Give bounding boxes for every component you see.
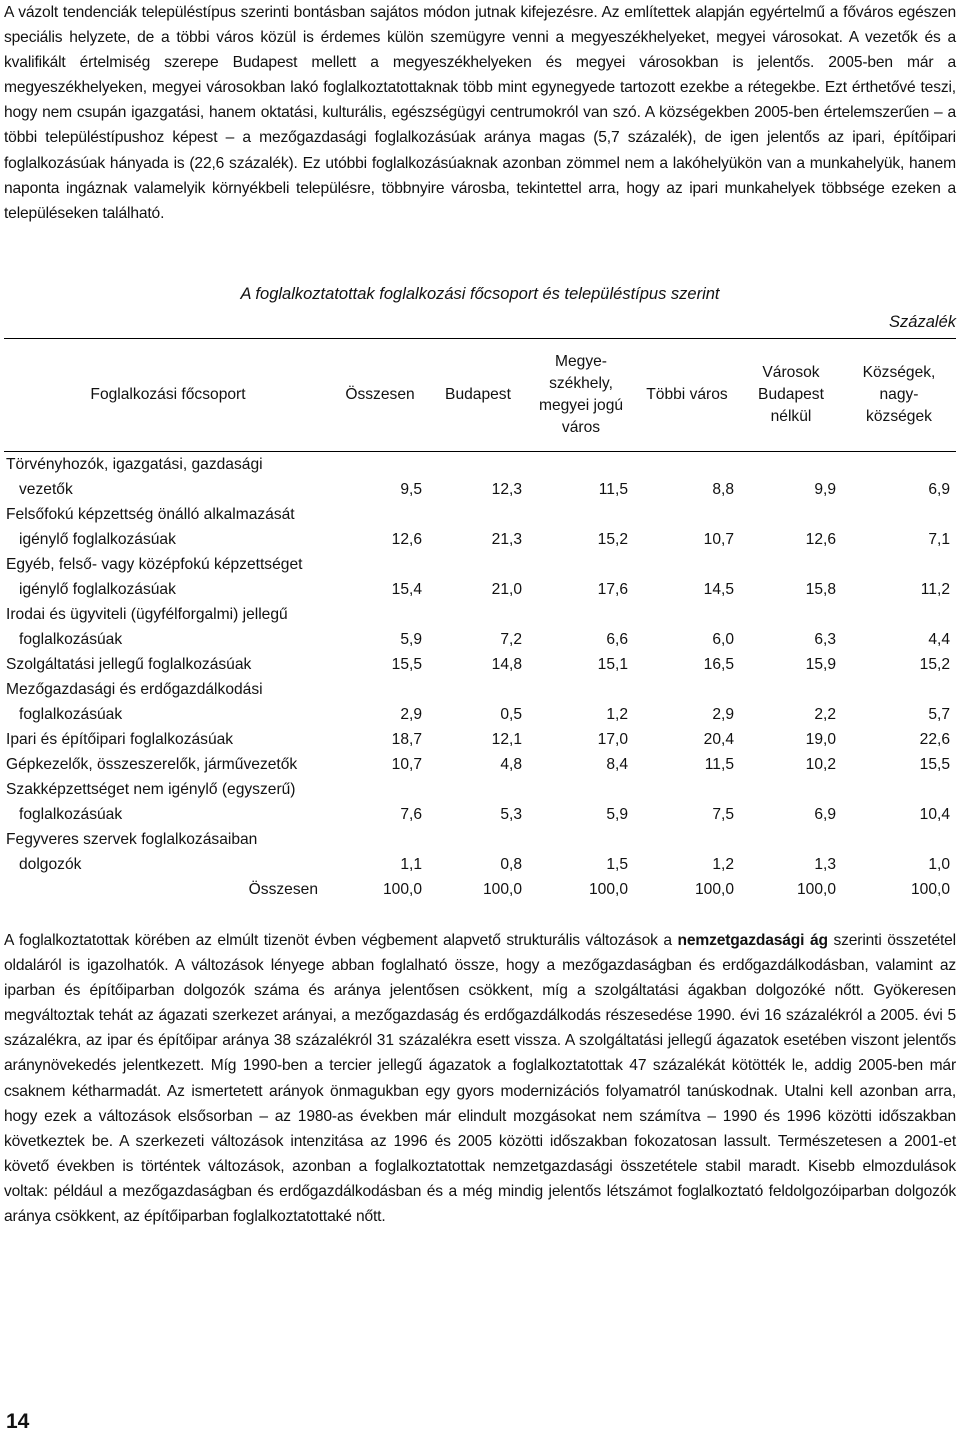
table-cell-value: 1,2: [712, 856, 734, 873]
column-header-5: Városok Budapest nélkül: [740, 339, 842, 452]
table-cell-value: 1,1: [400, 856, 422, 873]
table-cell-value: 0,8: [500, 856, 522, 873]
table-header-row: [4, 339, 956, 452]
column-header-3: Megye- székhely, megyei jogú város: [528, 339, 634, 452]
table-row: [4, 752, 956, 777]
table-cell-value: 4,4: [928, 631, 950, 648]
column-header-2: Budapest: [428, 339, 528, 452]
table-cell-value: 2,9: [400, 706, 422, 723]
table-row: [4, 652, 956, 677]
table-cell-value: 6,6: [606, 631, 628, 648]
table-cell-value: 1,2: [606, 706, 628, 723]
table-cell-value: 9,9: [814, 481, 836, 498]
row-category-label: [4, 677, 332, 727]
table-cell-value: 15,9: [805, 656, 836, 673]
row-label-continuation: igénylő foglalkozásúak: [19, 581, 176, 598]
table-caption: A foglalkoztatottak foglalkozási főcsoport és településtípus szerint: [240, 285, 720, 303]
bold-term-national-economy-sector: nemzetgazdasági ág: [677, 932, 828, 949]
body-paragraph-sectors: [4, 928, 956, 1229]
table-cell-value: 5,9: [606, 806, 628, 823]
table-cell-value: 18,7: [391, 731, 422, 748]
table-cell-value: 15,8: [805, 581, 836, 598]
row-label-line: Gépkezelők, összeszerelők, járművezetők: [6, 756, 298, 773]
table-cell-value: 10,4: [919, 806, 950, 823]
row-label-line: Ipari és építőipari foglalkozásúak: [6, 731, 234, 748]
row-label-line: Egyéb, felső- vagy középfokú képzettséget: [6, 556, 303, 573]
table-row: [4, 677, 956, 727]
row-label-line: Szolgáltatási jellegű foglalkozásúak: [6, 656, 252, 673]
total-label: Összesen: [248, 881, 318, 898]
row-label-line: Irodai és ügyviteli (ügyfélforgalmi) jellegű: [6, 606, 288, 623]
table-cell-value: 14,5: [703, 581, 734, 598]
table-cell-value: 9,5: [400, 481, 422, 498]
page-number: 14: [6, 1410, 30, 1433]
table-cell-value: 17,6: [597, 581, 628, 598]
table-cell-value: 21,0: [491, 581, 522, 598]
table-row: [4, 827, 956, 877]
table-cell-value: 20,4: [703, 731, 734, 748]
table-cell-value: 7,2: [500, 631, 522, 648]
column-header-6: Községek, nagy- községek: [842, 339, 956, 452]
table-cell-value: 11,2: [920, 581, 950, 598]
table-cell-value: 16,5: [703, 656, 734, 673]
table-cell-value: 6,9: [928, 481, 950, 498]
row-label-line: Mezőgazdasági és erdőgazdálkodási: [6, 681, 263, 698]
table-cell-value: 15,2: [919, 656, 950, 673]
row-label-line: Törvényhozók, igazgatási, gazdasági: [6, 456, 263, 473]
occupation-table: [4, 338, 956, 902]
row-category-label: [4, 552, 332, 602]
column-header-4: Többi város: [634, 339, 740, 452]
total-cell-value: 100,0: [588, 881, 628, 898]
row-label-continuation: foglalkozásúak: [19, 631, 123, 648]
table-cell-value: 14,8: [491, 656, 522, 673]
table-cell-value: 1,0: [928, 856, 950, 873]
table-cell-value: 5,3: [500, 806, 522, 823]
table-cell-value: 12,6: [805, 531, 836, 548]
total-cell-value: 100,0: [796, 881, 836, 898]
table-cell-value: 8,4: [606, 756, 628, 773]
table-cell-value: 6,0: [712, 631, 734, 648]
table-cell-value: 21,3: [491, 531, 522, 548]
row-category-label: [4, 752, 332, 777]
total-cell-value: 100,0: [482, 881, 522, 898]
row-category-label: [4, 652, 332, 677]
table-cell-value: 7,5: [712, 806, 734, 823]
total-cell-value: 100,0: [910, 881, 950, 898]
row-category-label: [4, 827, 332, 877]
table-body: [4, 452, 956, 903]
table-cell-value: 17,0: [597, 731, 628, 748]
paragraph-text-rest: szerinti összetétel oldaláról is igazolhatók. A változások lényege abban foglalható össze, hogy a mezőgazdaságban és erdőgazdálkodásban, valamint az iparban és építőiparban dolgozók száma és aránya jelentősen csökkent, míg a szolgáltatási ágakban dolgozóké nőtt. Gyökeresen megváltoztak tehát az ágazati szerkezet arányai, a mezőgazdaság és erdőgazdálkodás részesedése 1990. évi 16 százalékról a 2005. évi 5 százalékra, az ipar és építőipar aránya 38 százalékról 31 százalékra esett vissza. A szolgáltatási jellegű ágazatok esetében viszont jelentős aránynövekedés jelentkezett. Míg 1990-ben a tercier jellegű ágazatok a foglalkoztatottak 47 százalékát kötötték le, addig 2005-ben már csaknem kétharmadát. Az ismertetett arányok önmagukban egy gyors modernizációs folyamatról tanúskodnak. Utalni kell azonban arra, hogy ezek a változások elsősorban – az 1980-as években már elindult mozgásokat nem számítva – 1990 és 1996 közötti időszakban következtek be. A szerkezeti változások intenzitása az 1996 és 2005 közötti időszakban fokozatosan lassult. Természetesen a 2001-et követő években is történtek változások, azonban a foglalkoztatottak nemzetgazdasági összetétele stabil maradt. Kisebb elmozdulások voltak: például a mezőgazdaságban és erdőgazdálkodásban és a még mindig jelentős létszámot foglalkoztató feldolgozóiparban dolgozók aránya csökkent, az építőiparban foglalkoztatottaké nőtt.: [4, 932, 956, 1226]
table-cell-value: 11,5: [598, 481, 628, 498]
table-total-row: [4, 877, 956, 902]
table-row: [4, 502, 956, 552]
table-row: [4, 452, 956, 503]
row-category-label: [4, 602, 332, 652]
table-cell-value: 7,6: [400, 806, 422, 823]
paragraph-text-lead: A foglalkoztatottak körében az elmúlt tizenöt évben végbement alapvető strukturális változások a: [4, 932, 678, 949]
table-cell-value: 6,3: [814, 631, 836, 648]
row-category-label: [4, 502, 332, 552]
table-cell-value: 0,5: [500, 706, 522, 723]
table-cell-value: 19,0: [805, 731, 836, 748]
table-cell-value: 5,7: [928, 706, 950, 723]
table-cell-value: 10,2: [805, 756, 836, 773]
table-cell-value: 2,2: [814, 706, 836, 723]
table-row: [4, 602, 956, 652]
row-label-continuation: foglalkozásúak: [19, 806, 123, 823]
table-unit-label: Százalék: [889, 313, 956, 331]
table-cell-value: 15,2: [597, 531, 628, 548]
table-cell-value: 15,4: [391, 581, 422, 598]
row-label-line: Szakképzettséget nem igénylő (egyszerű): [6, 781, 296, 798]
table-cell-value: 10,7: [391, 756, 422, 773]
row-label-continuation: dolgozók: [19, 856, 82, 873]
table-cell-value: 22,6: [919, 731, 950, 748]
column-header-1: Összesen: [332, 339, 428, 452]
row-category-label: [4, 452, 332, 503]
row-label-continuation: igénylő foglalkozásúak: [19, 531, 176, 548]
table-cell-value: 15,5: [391, 656, 422, 673]
table-cell-value: 15,1: [597, 656, 628, 673]
table-cell-value: 10,7: [703, 531, 734, 548]
table-cell-value: 2,9: [712, 706, 734, 723]
row-label-continuation: foglalkozásúak: [19, 706, 123, 723]
table-row: [4, 777, 956, 827]
total-cell-value: 100,0: [694, 881, 734, 898]
table-cell-value: 15,5: [919, 756, 950, 773]
table-cell-value: 8,8: [712, 481, 734, 498]
table-cell-value: 12,6: [391, 531, 422, 548]
table-cell-value: 6,9: [814, 806, 836, 823]
table-cell-value: 11,5: [704, 756, 734, 773]
table-cell-value: 7,1: [928, 531, 950, 548]
table-cell-value: 1,5: [606, 856, 628, 873]
total-cell-value: 100,0: [382, 881, 422, 898]
row-label-line: Felsőfokú képzettség önálló alkalmazását: [6, 506, 295, 523]
table-cell-value: 4,8: [500, 756, 522, 773]
table-cell-value: 12,1: [491, 731, 522, 748]
row-category-label: [4, 777, 332, 827]
body-paragraph-intro: A vázolt tendenciák településtípus szerinti bontásban sajátos módon jutnak kifejezésre. Az említettek alapján egyértelmű a főváros egészen speciális helyzete, de a többi város közül is érdemes külön szemügyre venni a megyeszékhelyeket, megyei városokat. A vezetők és a kvalifikált értelmiség szerepe Budapest mellett a megyeszékhelyeken és megyei városokban is jelentős. 2005-ben már a megyeszékhelyeken, megyei városokban lakó foglalkoztatottaknak több mint egynegyede tartozott ezekbe a rétegekbe. Ezt érthetővé teszi, hogy nem csupán igazgatási, hanem oktatási, kulturális, egészségügyi centrumokról van szó. A községekben 2005-ben értelemszerűen – a többi településtípushoz képest – a mezőgazdasági foglalkozásúak aránya magas (5,7 százalék), de igen jelentős az ipari, építőipari foglalkozásúak hányada is (22,6 százalék). Ez utóbbi foglalkozásúaknak azonban zömmel nem a lakóhelyükön van a munkahelyük, hanem naponta ingáznak valamelyik környékbeli településre, többnyire városba, tekintettel arra, hogy az ipari munkahelyek többsége ezeken a településeken található.: [4, 4, 956, 222]
column-header-category: Foglalkozási főcsoport: [4, 339, 332, 452]
table-cell-value: 5,9: [400, 631, 422, 648]
row-label-continuation: vezetők: [19, 481, 73, 498]
row-category-label: [4, 727, 332, 752]
table-row: [4, 727, 956, 752]
table-row: [4, 552, 956, 602]
row-label-line: Fegyveres szervek foglalkozásaiban: [6, 831, 258, 848]
table-cell-value: 12,3: [491, 481, 522, 498]
table-cell-value: 1,3: [814, 856, 836, 873]
